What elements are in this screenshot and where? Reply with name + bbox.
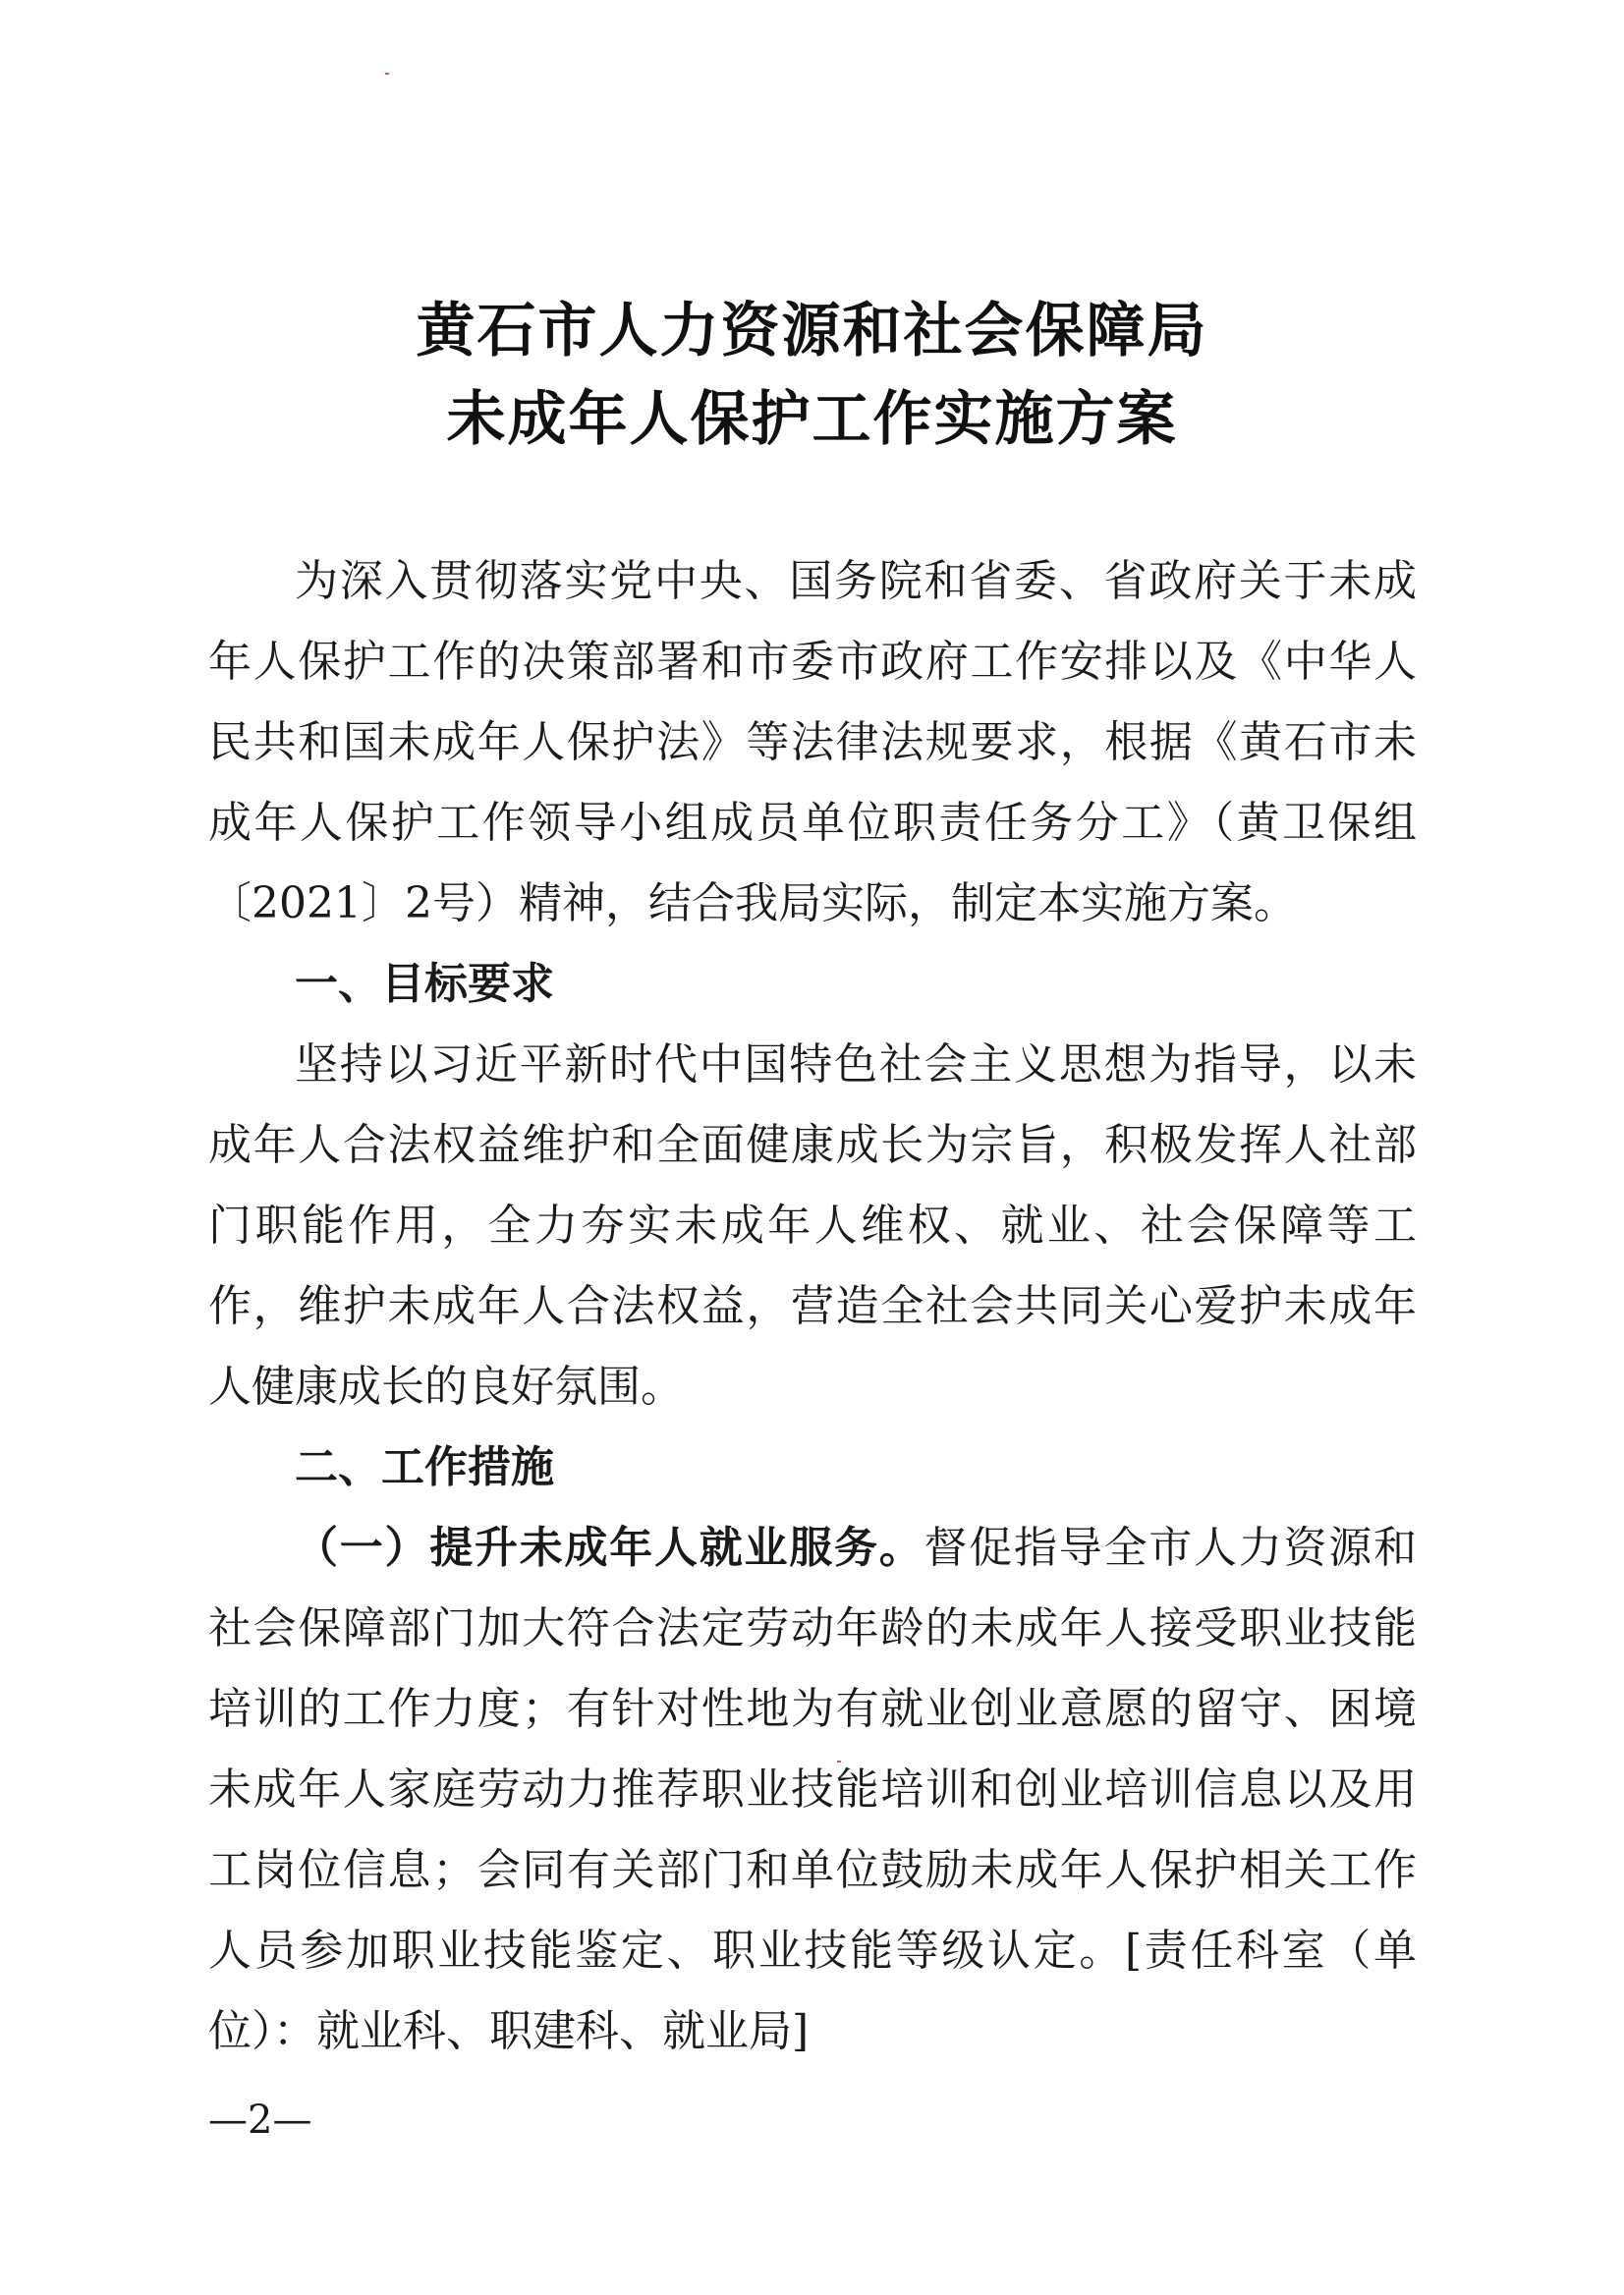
document-body (208, 541, 1417, 2072)
page-number: —2— (208, 2098, 312, 2143)
intro-paragraph: 为深入贯彻落实党中央、国务院和省委、省政府关于未成年人保护工作的决策部署和市委市政府工作安排以及《中华人民共和国未成年人保护法》等法律法规要求，根据《黄石市未成年人保护工作领导小组成员单位职责任务分工》（黄卫保组〔2021〕2号）精神，结合我局实际，制定本实施方案。 (208, 556, 1417, 928)
measure-item-1-lead: （一）提升未成年人就业服务。 (295, 1523, 924, 1573)
measure-item-1 (208, 1508, 1417, 2072)
document-title (0, 287, 1624, 464)
title-line-1: 黄石市人力资源和社会保障局 (416, 297, 1208, 365)
measure-item-1-body: 督促指导全市人力资源和社会保障部门加大符合法定劳动年龄的未成年人接受职业技能培训的工作力度；有针对性地为有就业创业意愿的留守、困境未成年人家庭劳动力推荐职业技能培训和创业培训信息以及用工岗位信息；会同有关部门和单位鼓励未成年人保护相关工作人员参加职业技能鉴定、职业技能等级认定。[责任科室（单位）：就业科、职建科、就业局] (208, 1523, 1417, 2056)
title-line-2: 未成年人保护工作实施方案 (446, 385, 1178, 454)
section-heading-goals: 一、目标要求 (295, 959, 554, 1009)
section-heading-measures: 二、工作措施 (295, 1442, 554, 1492)
red-dot-mark-2 (837, 1761, 841, 1763)
red-dot-mark (385, 73, 389, 75)
goals-paragraph: 坚持以习近平新时代中国特色社会主义思想为指导，以未成年人合法权益维护和全面健康成长为宗旨，积极发挥人社部门职能作用，全力夯实未成年人维权、就业、社会保障等工作，维护未成年人合法权益，营造全社会共同关心爱护未成年人健康成长的良好氛围。 (208, 1039, 1417, 1412)
